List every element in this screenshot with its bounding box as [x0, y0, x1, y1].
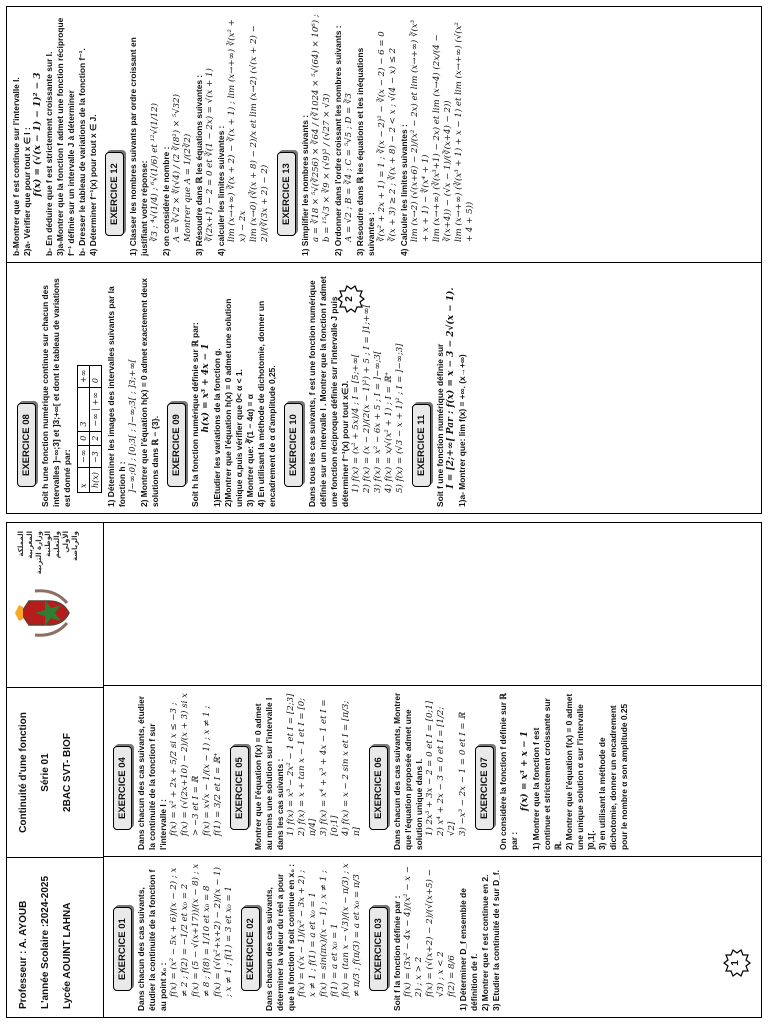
ex12-item: lim (x→0) (∛(x + 8) − 2)/x et lim (x→2) (√(x + 2) − 2)/(∛(3x + 2) − 2) — [249, 25, 270, 242]
exercise-05-intro: Montrer que l'équation f(x) = 0 admet au moins une solution sur l'intervalle I dans les cas suivants : — [253, 697, 285, 850]
exercise-12-title: EXERCICE 12 — [105, 152, 124, 236]
ex03-question: 1) Déterminer D_f ensemble de définition de f. — [458, 888, 479, 1011]
ex10-item: 3) f(x) = x² − 6x + 5 ; I = ]−∞;3[ — [373, 350, 383, 493]
ex07-question: 1) Montrer que la fonction f est continue et strictement croissante sur ℝ. — [531, 698, 563, 850]
exercise-04-title: EXERCICE 04 — [113, 746, 132, 830]
ex07-question: 2) Montrer que l'équation f(x) = 0 admet une unique solution α sur l'intervalle ]0,1[. — [564, 693, 596, 850]
exercise-13-title: EXERCICE 13 — [277, 152, 296, 236]
ex04-item: f(x) = x² + 2x + 5/2 si x ≤ −3 ; f(x) = (√(2x+10) − 2)/(x + 3) si x > −3 et I = ℝ — [169, 693, 201, 836]
ex13-question: 1) Simplifier les nombres suivants : — [300, 114, 310, 256]
ex11-question: 2)a- Vérifier que pour tout x ∈ I : — [22, 127, 32, 256]
ex11-identity: f(x) = (√(x − 1) − 1)² − 3 — [33, 72, 43, 197]
ex06-item: 1) 2x³ + 3x − 2 = 0 et I = [0;1] — [425, 700, 435, 836]
exercise-08-title: EXERCICE 08 — [17, 403, 36, 487]
page-number-badge: 1 — [723, 949, 751, 977]
exercise-03-title: EXERCICE 03 — [369, 907, 388, 991]
header — [7, 523, 104, 1017]
ministry-text: المملكة المغربية وزارة التربية الوطنية والتعليم الأولي والرياضة — [17, 531, 79, 575]
ex06-item: 3) −x³ − 2x − 1 = 0 et I = ℝ — [458, 712, 468, 836]
left-column-1 — [103, 857, 761, 1017]
ex12-item: A = ∛√2 × ∜(√4) / (2 ∛(8²) × ⁵√32) — [172, 94, 182, 242]
ex09-question: 3) Montrer que: ∛(1 − 4α) = α — [245, 394, 255, 507]
ex13-item: A = √2 ; B = ∛4 ; C = ⁵√5 ; D = ∛3 — [344, 93, 354, 242]
header-title — [7, 687, 103, 857]
ex03-item: f(2) = 8/6 — [447, 955, 457, 997]
ex13-item: lim (x→+∞) (∛(x³+1) − 2x) et lim (x→4) (2x/(4 − ∛(x+4)) − (√x − 1)/(∛(x+4) − 2)) — [432, 34, 453, 242]
exercise-07-intro: On considère la fonction f définie sur ℝ par : — [498, 693, 519, 850]
exercise-01-title: EXERCICE 01 — [113, 907, 132, 991]
ex09-formula: h(x) = x³ + 4x − 1 — [201, 343, 211, 433]
ex13-question: 3) Résoudre dans ℝ les équations et les inéquations suivantes : — [355, 47, 376, 256]
ex05-item: 2) f(x) = x + tan x − 1 et I = [0; π/4] — [297, 697, 318, 836]
ex05-item: 4) f(x) = x − 2 sin x et I = [π/3; π] — [341, 700, 362, 836]
exercise-11-intro: Soit f une fonction numérique définie sur — [435, 343, 445, 507]
ex12-question: 4) calculer les limites suivantes : — [216, 125, 226, 256]
ex05-item: 3) f(x) = x⁴ + x³ + 4x − 1 et I = [0;1] — [319, 699, 340, 836]
exercise-02-title: EXERCICE 02 — [241, 907, 260, 991]
column-divider — [103, 685, 761, 686]
coat-of-arms-icon — [15, 583, 75, 643]
exercise-04-intro: Dans chacun des cas suivants, étudier la continuité de la fonction f sur l'intervalle I : — [136, 695, 168, 850]
ex09-question: 4) En utilisant la méthode de dichotomie, donner un encadrement de α d'amplitude 0,25. — [256, 300, 277, 507]
ex06-item: 2) x⁴ + 2x − 3 = 0 et I = [1/2; √2] — [436, 706, 457, 836]
ex12-question: 3) Résoudre dans ℝ les équations suivantes : — [194, 74, 204, 256]
ex13-item: lim (x→2) (√(x+6) − 2)/(x² − 2x) et lim (x→+∞) ∛(x³ + x + 1) − ∜(x⁴ + 1) — [410, 19, 431, 242]
ex08-question: 2) Montrer que l'équation h(x) = 0 admet exactement deux solutions dans ℝ − {3}. — [139, 278, 160, 507]
ex10-item: 5) f(x) = (√3 − x + 1)² ; I = ]−∞;3] — [395, 343, 405, 493]
ex13-item: ∛(x + 3) ≥ 2 ; ∛(x + 8) − 2 < x ; √(4 − x) ≤ 2 — [388, 47, 398, 242]
ex12-item: ∛3 ; ⁴√(1/4) ; ⁶√(1/6) et ¹²√(1/12) — [150, 103, 160, 242]
ex03-question: 3) Etudier la continuité de f sur D_f. — [491, 870, 501, 1011]
ex11-question: b- En déduire que f est strictement croissante sur I. — [44, 51, 54, 256]
exercise-05-title: EXERCICE 05 — [230, 746, 249, 830]
ex10-item: 4) f(x) = x/√(x² + 1) ; I = ℝ⁺ — [384, 371, 394, 493]
exercise-10-title: EXERCICE 10 — [284, 403, 303, 487]
exercise-09-intro: Soit h la fonction numérique définie sur ℝ par: — [190, 322, 200, 507]
variation-table: x −∞ 0 3 +∞ h(x) −3 2 −∞ | +∞ 0 — [77, 365, 102, 493]
exercise-11-title: EXERCICE 11 — [412, 404, 431, 487]
ex12-question: 2) on considère le nombre : — [161, 146, 171, 256]
ex13-item: a = ∛18 × ⁵√(∛256) × ∛64 / (∛1024 × ⁵√(64) × 10⁶) ; b = ¹⁵√3 × ∛9 × (√9)³ / (√27 × √3) — [311, 14, 332, 242]
ex11-question: b- Dresser le tableau de variations de la fonction f⁻¹. — [77, 48, 87, 256]
ex11-question: b-Montrer que f est continue sur l'intervalle I. — [11, 77, 21, 256]
ex12-item: lim (x→+∞) ∛(x + 2) − ∛(x + 1) ; lim (x→+∞) ∛(x² + x) − 2x — [227, 19, 248, 242]
ex02-item: f(x) = sin(πx)/(x − 1) ; x ≠ 1 ; f(1) = a et x₀ = 1 — [319, 870, 340, 997]
right-column-2 — [7, 7, 761, 262]
column-divider — [103, 856, 761, 857]
page-right — [6, 6, 762, 514]
ex13-item: ∛(x² + 2x + 1) = 1 ; ∛(x − 2)² − ∛(x − 2) − 6 = 0 — [377, 31, 387, 242]
ex09-question: 1)Etudier les variations de la fonction g. — [212, 348, 222, 507]
page-number-badge: 2 — [337, 285, 365, 313]
ex13-item: lim (x→+∞) (∛(x³ + 1) + x − 1) et lim (x→+∞) (√(x² + 4 + 5)) — [454, 22, 475, 242]
subject-title: Continuité d'une fonction — [18, 712, 29, 833]
ex03-item: f(x) = (3x² − 4x − 4)/(x² − x − 2) ; x > 2 — [403, 866, 424, 997]
exercise-10-intro: Dans tous les cas suivants, f est une fonction numérique définie sur un intervalle I . Montrer que la fonction f admet une fonction réciproque définie sur l'intervalle J puis déterminer f⁻¹(x) pour tout x∈J. — [307, 276, 350, 507]
left-column-2 — [103, 686, 761, 856]
page-left — [6, 522, 762, 1018]
exercise-02-intro: Dans chacun des cas suivants, déterminer la valeur du réel a pour que la fonction f soit continue en x₀ : — [264, 863, 296, 1011]
school-year: L'année Scolaire :2024-2025 — [40, 875, 51, 1009]
column-divider — [7, 262, 761, 263]
ex13-question: 4) Calculer les limites suivantes : — [399, 124, 409, 256]
ex11-question: 1)a- Montrer que: lim f(x) = +∞. (x→+∞) — [457, 354, 467, 507]
ex11-question: 4) Déterminer f⁻¹(x) pour tout x ∈ J. — [88, 114, 98, 256]
teacher-name: Professeur : A. AYOUB — [18, 900, 29, 1009]
header-info — [7, 857, 103, 1017]
exercise-06-intro: Dans chacun des cas suivants, Montrer que l'équation proposée admet une solution unique dans I. — [392, 692, 424, 850]
ex05-item: 1) f(x) = x³ − 2x² − 1 et I = [2;3] — [286, 693, 296, 836]
ex08-question: 1) Déterminer les images des intervalles suivants par la fonction h : — [106, 286, 127, 507]
ex01-item: f(x) = (√(x²+x+2) − 2)/(x − 1) ; x ≠ 1 ; f(1) = 3 et x₀ = 1 — [213, 866, 234, 997]
serie-label: Série 01 — [40, 753, 51, 792]
ex09-question: 2)Montrer que l'équation h(x) = 0 admet une solution unique α,puis vérifier que 0< α < 1. — [223, 298, 244, 507]
ex04-item: f(x) = x√x − 1/(x − 1) ; x ≠ 1 ; f(1) = 3/2 et I = ℝ⁺ — [202, 705, 223, 836]
ex08-intervals: ]−∞;0] ; [0;3[ ; ]−∞;3[ ; ]3;+∞[ — [128, 359, 138, 493]
exercise-09-title: EXERCICE 09 — [167, 403, 186, 487]
exercise-06-title: EXERCICE 06 — [369, 746, 388, 830]
exercise-08-intro: Soit h une fonction numérique continue sur chacun des intervalles ]−∞;3] et ]3;+∞[ et dont le tableau de variations est donné par: — [40, 278, 72, 507]
ex12-question: 1) Classer les nombres suivants par ordre croissant en justifiant votre réponse: — [128, 37, 149, 256]
level-label: 2BAC SVT- BIOF — [62, 733, 73, 812]
ex02-item: f(x) = (√x − 1)/(x² − 3x + 2) ; x ≠ 1 ; f(1) = a et x₀ = 1 — [297, 869, 318, 997]
ex03-item: f(x) = (√(x+2) − 2)/(√(x+5) − √3) ; x < 2 — [425, 869, 446, 997]
exercise-01-intro: Dans chacun des cas suivants, étudier la continuité de la fonction f au point x₀ : — [136, 869, 168, 1011]
ex01-item: f(x) = (5 − √(x+17))/(x − 8) ; x ≠ 8 ; f(8) = 1/10 et x₀ = 8 — [191, 863, 212, 997]
exercise-03-intro: Soit f la fonction définie par : — [392, 895, 402, 1011]
right-column-1 — [7, 263, 761, 513]
ex12-item: ∛(2x+1) − 2 = 0 et ∛(1 − 2x) = √(x + 1) — [205, 68, 215, 242]
ex03-question: 2) Montrer que f est continue en 2. — [480, 874, 490, 1011]
exercise-07-title: EXERCICE 07 — [475, 746, 494, 830]
ex10-item: 2) f(x) = (x − 2)/(2(x − 1)²) + 5 ; I = ]1;+∞[ — [362, 304, 372, 493]
header-logo — [7, 523, 103, 687]
ex02-item: f(x) = (tan x − √3)/(x − π/3) ; x ≠ π/3 ; f(π/3) = a et x₀ = π/3 — [341, 863, 362, 997]
ex07-question: 3) en utilisant la méthode de dichotomie, donner un encadrement pour le nombre α son amplitude 0.25 — [597, 703, 629, 850]
ex12-item: Montrer que A = 1/(2∛2) — [183, 133, 193, 242]
ex07-formula: f(x) = x³ + x − 1 — [520, 730, 530, 812]
ex01-item: f(x) = (x² − 5x + 6)/(x − 2) ; x ≠ 2 ; f(2) = −1/2 et x₀ = 2 — [169, 867, 190, 997]
ex11-question: 3)a-Montrer que la fonction f admet une fonction réciproque f⁻¹ définie sur un intervalle J à déterminer — [55, 17, 76, 256]
school-name: Lycée AOUINT LAHNA — [62, 902, 73, 1009]
left-column-3 — [103, 523, 761, 685]
ex13-question: 2) Ordonner dans l'ordre croissant les nombres suivants : — [333, 25, 343, 256]
ex10-item: 1) f(x) = (x² + 5x)/4 ; I = [5;+∞[ — [351, 353, 361, 493]
ex11-formula: I = [2;+∞[ Par : f(x) = x − 3 − 2√(x − 1). — [446, 287, 456, 489]
